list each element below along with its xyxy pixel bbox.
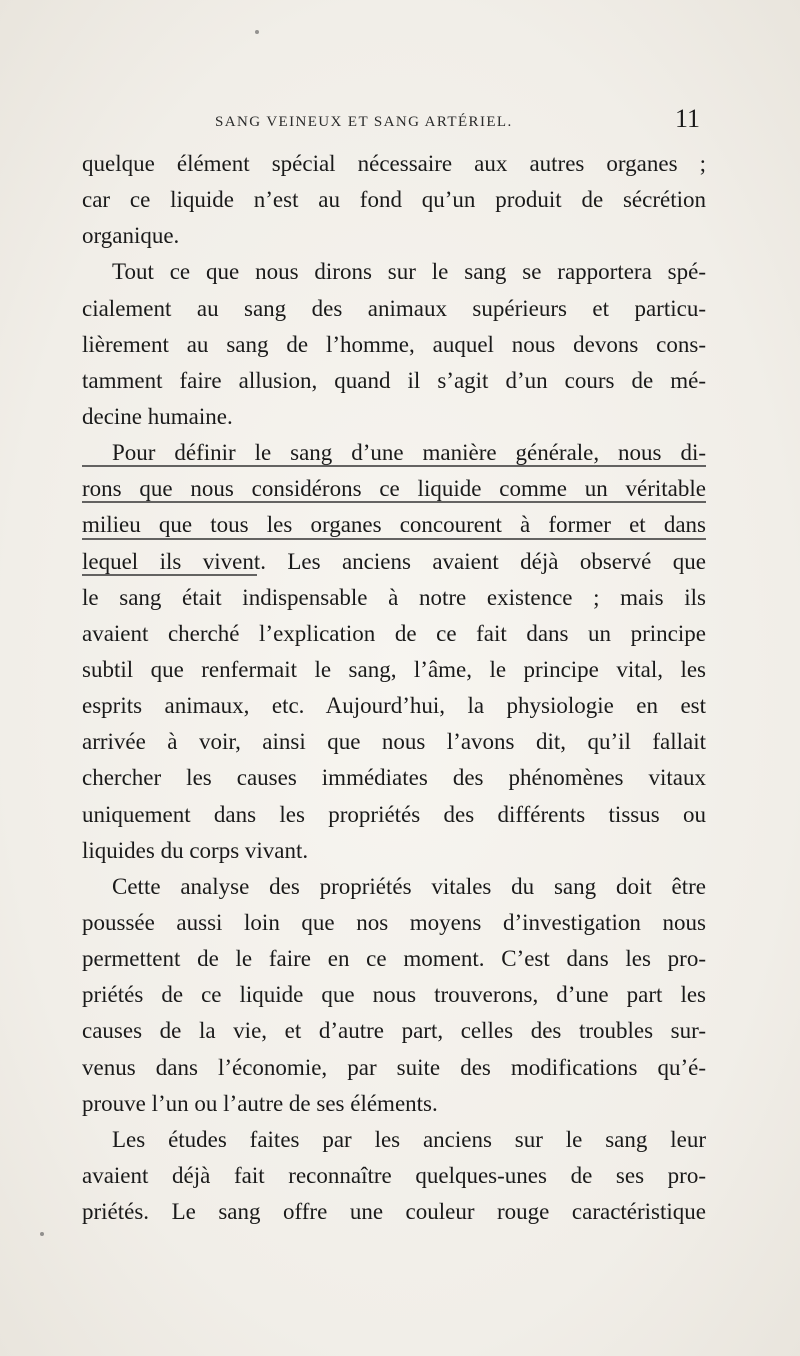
text-line: venus dans l’économie, par suite des modifications qu’é- (82, 1054, 706, 1080)
body-text (82, 146, 706, 1230)
text-line: Les études faites par les anciens sur le sang leur (112, 1126, 706, 1152)
text-line: poussée aussi loin que nos moyens d’investigation nous (82, 909, 706, 935)
paper-speck (40, 1232, 44, 1236)
text-line: Tout ce que nous dirons sur le sang se rapportera spé- (112, 259, 706, 285)
text-line: organique. (82, 223, 180, 249)
underlined-text-line: Pour définir le sang d’une manière générale, nous di- (82, 435, 706, 471)
underlined-text-line: lequel ils vivent. Les anciens avaient déjà observé que (82, 544, 706, 580)
text-line: lièrement au sang de l’homme, auquel nous devons cons- (82, 331, 706, 357)
text-line: car ce liquide n’est au fond qu’un produit de sécrétion (82, 187, 706, 213)
text-line: le sang était indispensable à notre existence ; mais ils (82, 584, 706, 610)
text-line: tamment faire allusion, quand il s’agit d’un cours de mé- (82, 367, 706, 393)
text-line: esprits animaux, etc. Aujourd’hui, la physiologie en est (82, 693, 706, 719)
text-line: decine humaine. (82, 403, 233, 429)
running-header: SANG VEINEUX ET SANG ARTÉRIEL. (215, 114, 513, 130)
text-line: quelque élément spécial nécessaire aux autres organes ; (82, 151, 706, 176)
text-line: causes de la vie, et d’autre part, celles des troubles sur- (82, 1018, 706, 1044)
text-line: avaient déjà fait reconnaître quelques-unes de ses pro- (82, 1162, 706, 1188)
text-line: liquides du corps vivant. (82, 837, 309, 863)
text-line: chercher les causes immédiates des phénomènes vitaux (82, 765, 706, 791)
text-line: cialement au sang des animaux supérieurs et particu- (82, 295, 706, 321)
text-line: Cette analyse des propriétés vitales du sang doit être (112, 873, 706, 899)
text-line: priétés. Le sang offre une couleur rouge caractéristique (82, 1199, 706, 1225)
text-line: uniquement dans les propriétés des différents tissus ou (82, 801, 706, 827)
paper-speck (255, 30, 259, 34)
text-line: permettent de le faire en ce moment. C’est dans les pro- (82, 946, 706, 972)
text-line: subtil que renfermait le sang, l’âme, le principe vital, les (82, 656, 706, 682)
page-number: 11 (675, 104, 701, 133)
text-line: avaient cherché l’explication de ce fait dans un principe (82, 620, 706, 646)
text-line: priétés de ce liquide que nous trouverons, d’une part les (82, 982, 706, 1008)
underlined-text-line: rons que nous considérons ce liquide comme un véritable (82, 471, 706, 507)
text-line: arrivée à voir, ainsi que nous l’avons dit, qu’il fallait (82, 729, 706, 755)
text-line: prouve l’un ou l’autre de ses éléments. (82, 1090, 438, 1116)
underlined-text-line: milieu que tous les organes concourent à former et dans (82, 507, 706, 543)
